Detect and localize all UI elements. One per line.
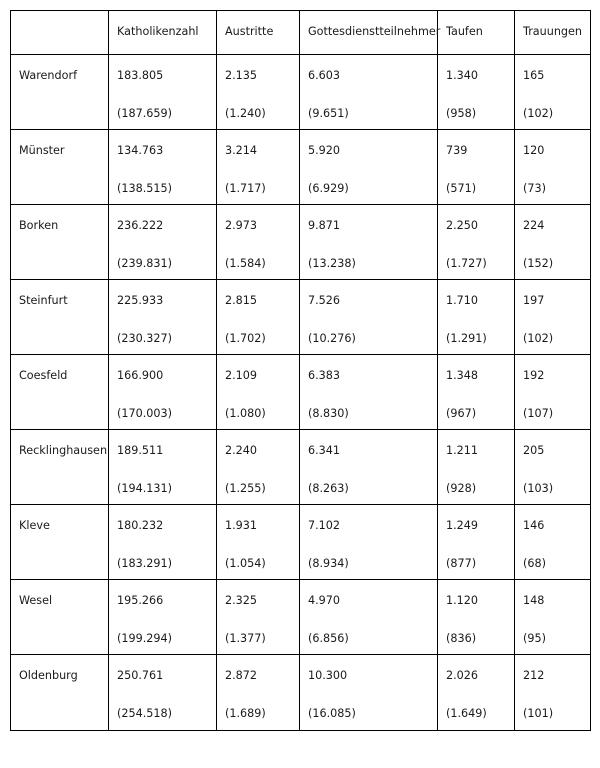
current-value: 180.232 xyxy=(117,519,164,532)
cell-taufen xyxy=(438,55,515,130)
current-value: 1.211 xyxy=(446,444,479,457)
current-value: 2.109 xyxy=(225,369,258,382)
region-cell xyxy=(11,280,109,355)
table-row xyxy=(11,505,591,580)
previous-value: (1.080) xyxy=(225,407,266,420)
previous-value: (1.054) xyxy=(225,557,266,570)
region-cell xyxy=(11,130,109,205)
cell-gottesdienstteilnehmer xyxy=(300,205,438,280)
cell-trauungen xyxy=(515,130,591,205)
cell-taufen xyxy=(438,505,515,580)
previous-value: (8.830) xyxy=(308,407,349,420)
header-cell-austritte: Austritte xyxy=(217,11,300,55)
current-value: 195.266 xyxy=(117,594,164,607)
current-value: 2.240 xyxy=(225,444,258,457)
table-row xyxy=(11,355,591,430)
cell-gottesdienstteilnehmer xyxy=(300,580,438,655)
cell-austritte xyxy=(217,355,300,430)
cell-austritte xyxy=(217,580,300,655)
header-cell-katholikenzahl: Katholikenzahl xyxy=(109,11,217,55)
current-value: 2.325 xyxy=(225,594,258,607)
current-value: 1.249 xyxy=(446,519,479,532)
cell-katholikenzahl xyxy=(109,430,217,505)
table-row xyxy=(11,655,591,731)
cell-trauungen xyxy=(515,430,591,505)
cell-taufen xyxy=(438,655,515,731)
cell-katholikenzahl xyxy=(109,355,217,430)
cell-gottesdienstteilnehmer xyxy=(300,355,438,430)
current-value: 192 xyxy=(523,369,545,382)
current-value: 4.970 xyxy=(308,594,341,607)
previous-value: (183.291) xyxy=(117,557,172,570)
previous-value: (254.518) xyxy=(117,707,172,720)
previous-value: (187.659) xyxy=(117,107,172,120)
cell-taufen xyxy=(438,355,515,430)
table-row xyxy=(11,205,591,280)
previous-value: (1.727) xyxy=(446,257,487,270)
previous-value: (958) xyxy=(446,107,477,120)
cell-taufen xyxy=(438,280,515,355)
previous-value: (10.276) xyxy=(308,332,356,345)
previous-value: (102) xyxy=(523,107,554,120)
current-value: 120 xyxy=(523,144,545,157)
cell-trauungen xyxy=(515,355,591,430)
region-name: Oldenburg xyxy=(19,669,78,682)
previous-value: (6.856) xyxy=(308,632,349,645)
previous-value: (1.255) xyxy=(225,482,266,495)
current-value: 165 xyxy=(523,69,545,82)
header-row xyxy=(11,11,591,55)
current-value: 2.872 xyxy=(225,669,258,682)
statistics-table xyxy=(10,10,591,731)
cell-katholikenzahl xyxy=(109,130,217,205)
cell-trauungen xyxy=(515,55,591,130)
region-cell xyxy=(11,430,109,505)
current-value: 1.340 xyxy=(446,69,479,82)
previous-value: (1.689) xyxy=(225,707,266,720)
previous-value: (170.003) xyxy=(117,407,172,420)
previous-value: (103) xyxy=(523,482,554,495)
current-value: 2.135 xyxy=(225,69,258,82)
previous-value: (9.651) xyxy=(308,107,349,120)
cell-austritte xyxy=(217,55,300,130)
current-value: 2.250 xyxy=(446,219,479,232)
current-value: 166.900 xyxy=(117,369,164,382)
previous-value: (199.294) xyxy=(117,632,172,645)
cell-gottesdienstteilnehmer xyxy=(300,280,438,355)
previous-value: (836) xyxy=(446,632,477,645)
current-value: 9.871 xyxy=(308,219,341,232)
cell-austritte xyxy=(217,205,300,280)
cell-katholikenzahl xyxy=(109,205,217,280)
region-cell xyxy=(11,505,109,580)
cell-katholikenzahl xyxy=(109,505,217,580)
table-row xyxy=(11,130,591,205)
previous-value: (102) xyxy=(523,332,554,345)
previous-value: (571) xyxy=(446,182,477,195)
current-value: 134.763 xyxy=(117,144,164,157)
cell-katholikenzahl xyxy=(109,580,217,655)
region-cell xyxy=(11,655,109,731)
cell-taufen xyxy=(438,205,515,280)
previous-value: (928) xyxy=(446,482,477,495)
region-name: Wesel xyxy=(19,594,53,607)
current-value: 250.761 xyxy=(117,669,164,682)
current-value: 1.710 xyxy=(446,294,479,307)
cell-austritte xyxy=(217,130,300,205)
previous-value: (13.238) xyxy=(308,257,356,270)
cell-taufen xyxy=(438,430,515,505)
current-value: 1.120 xyxy=(446,594,479,607)
cell-trauungen xyxy=(515,505,591,580)
current-value: 148 xyxy=(523,594,545,607)
region-name: Borken xyxy=(19,219,59,232)
region-cell xyxy=(11,205,109,280)
previous-value: (101) xyxy=(523,707,554,720)
current-value: 6.603 xyxy=(308,69,341,82)
cell-austritte xyxy=(217,430,300,505)
previous-value: (1.717) xyxy=(225,182,266,195)
cell-katholikenzahl xyxy=(109,655,217,731)
region-cell xyxy=(11,580,109,655)
previous-value: (877) xyxy=(446,557,477,570)
region-cell xyxy=(11,55,109,130)
cell-gottesdienstteilnehmer xyxy=(300,55,438,130)
current-value: 225.933 xyxy=(117,294,164,307)
previous-value: (1.649) xyxy=(446,707,487,720)
header-cell-region xyxy=(11,11,109,55)
cell-taufen xyxy=(438,580,515,655)
cell-austritte xyxy=(217,505,300,580)
current-value: 6.341 xyxy=(308,444,341,457)
current-value: 212 xyxy=(523,669,545,682)
current-value: 5.920 xyxy=(308,144,341,157)
previous-value: (1.702) xyxy=(225,332,266,345)
table-row xyxy=(11,55,591,130)
current-value: 10.300 xyxy=(308,669,348,682)
region-name: Steinfurt xyxy=(19,294,68,307)
current-value: 1.931 xyxy=(225,519,258,532)
previous-value: (239.831) xyxy=(117,257,172,270)
previous-value: (107) xyxy=(523,407,554,420)
cell-katholikenzahl xyxy=(109,280,217,355)
previous-value: (68) xyxy=(523,557,546,570)
previous-value: (6.929) xyxy=(308,182,349,195)
table-row xyxy=(11,580,591,655)
region-name: Warendorf xyxy=(19,69,78,82)
header-cell-taufen: Taufen xyxy=(438,11,515,55)
previous-value: (8.934) xyxy=(308,557,349,570)
region-cell xyxy=(11,355,109,430)
current-value: 7.526 xyxy=(308,294,341,307)
cell-katholikenzahl xyxy=(109,55,217,130)
previous-value: (73) xyxy=(523,182,546,195)
previous-value: (1.240) xyxy=(225,107,266,120)
header-cell-gottesdienstteilnehmer: Gottesdienstteilnehmer xyxy=(300,11,438,55)
current-value: 146 xyxy=(523,519,545,532)
previous-value: (152) xyxy=(523,257,554,270)
header-cell-trauungen: Trauungen xyxy=(515,11,591,55)
region-name: Recklinghausen xyxy=(19,444,108,457)
previous-value: (194.131) xyxy=(117,482,172,495)
current-value: 2.973 xyxy=(225,219,258,232)
current-value: 1.348 xyxy=(446,369,479,382)
previous-value: (16.085) xyxy=(308,707,356,720)
current-value: 6.383 xyxy=(308,369,341,382)
current-value: 197 xyxy=(523,294,545,307)
current-value: 739 xyxy=(446,144,468,157)
cell-trauungen xyxy=(515,280,591,355)
previous-value: (1.377) xyxy=(225,632,266,645)
current-value: 205 xyxy=(523,444,545,457)
region-name: Münster xyxy=(19,144,65,157)
previous-value: (967) xyxy=(446,407,477,420)
previous-value: (138.515) xyxy=(117,182,172,195)
cell-trauungen xyxy=(515,205,591,280)
previous-value: (230.327) xyxy=(117,332,172,345)
current-value: 189.511 xyxy=(117,444,164,457)
cell-taufen xyxy=(438,130,515,205)
current-value: 7.102 xyxy=(308,519,341,532)
current-value: 236.222 xyxy=(117,219,164,232)
cell-trauungen xyxy=(515,655,591,731)
previous-value: (95) xyxy=(523,632,546,645)
current-value: 2.026 xyxy=(446,669,479,682)
region-name: Coesfeld xyxy=(19,369,68,382)
cell-gottesdienstteilnehmer xyxy=(300,505,438,580)
cell-gottesdienstteilnehmer xyxy=(300,655,438,731)
current-value: 183.805 xyxy=(117,69,164,82)
cell-trauungen xyxy=(515,580,591,655)
cell-austritte xyxy=(217,655,300,731)
cell-gottesdienstteilnehmer xyxy=(300,130,438,205)
current-value: 224 xyxy=(523,219,545,232)
current-value: 2.815 xyxy=(225,294,258,307)
cell-austritte xyxy=(217,280,300,355)
previous-value: (1.584) xyxy=(225,257,266,270)
current-value: 3.214 xyxy=(225,144,258,157)
table-row xyxy=(11,430,591,505)
cell-gottesdienstteilnehmer xyxy=(300,430,438,505)
region-name: Kleve xyxy=(19,519,50,532)
previous-value: (1.291) xyxy=(446,332,487,345)
previous-value: (8.263) xyxy=(308,482,349,495)
table-row xyxy=(11,280,591,355)
